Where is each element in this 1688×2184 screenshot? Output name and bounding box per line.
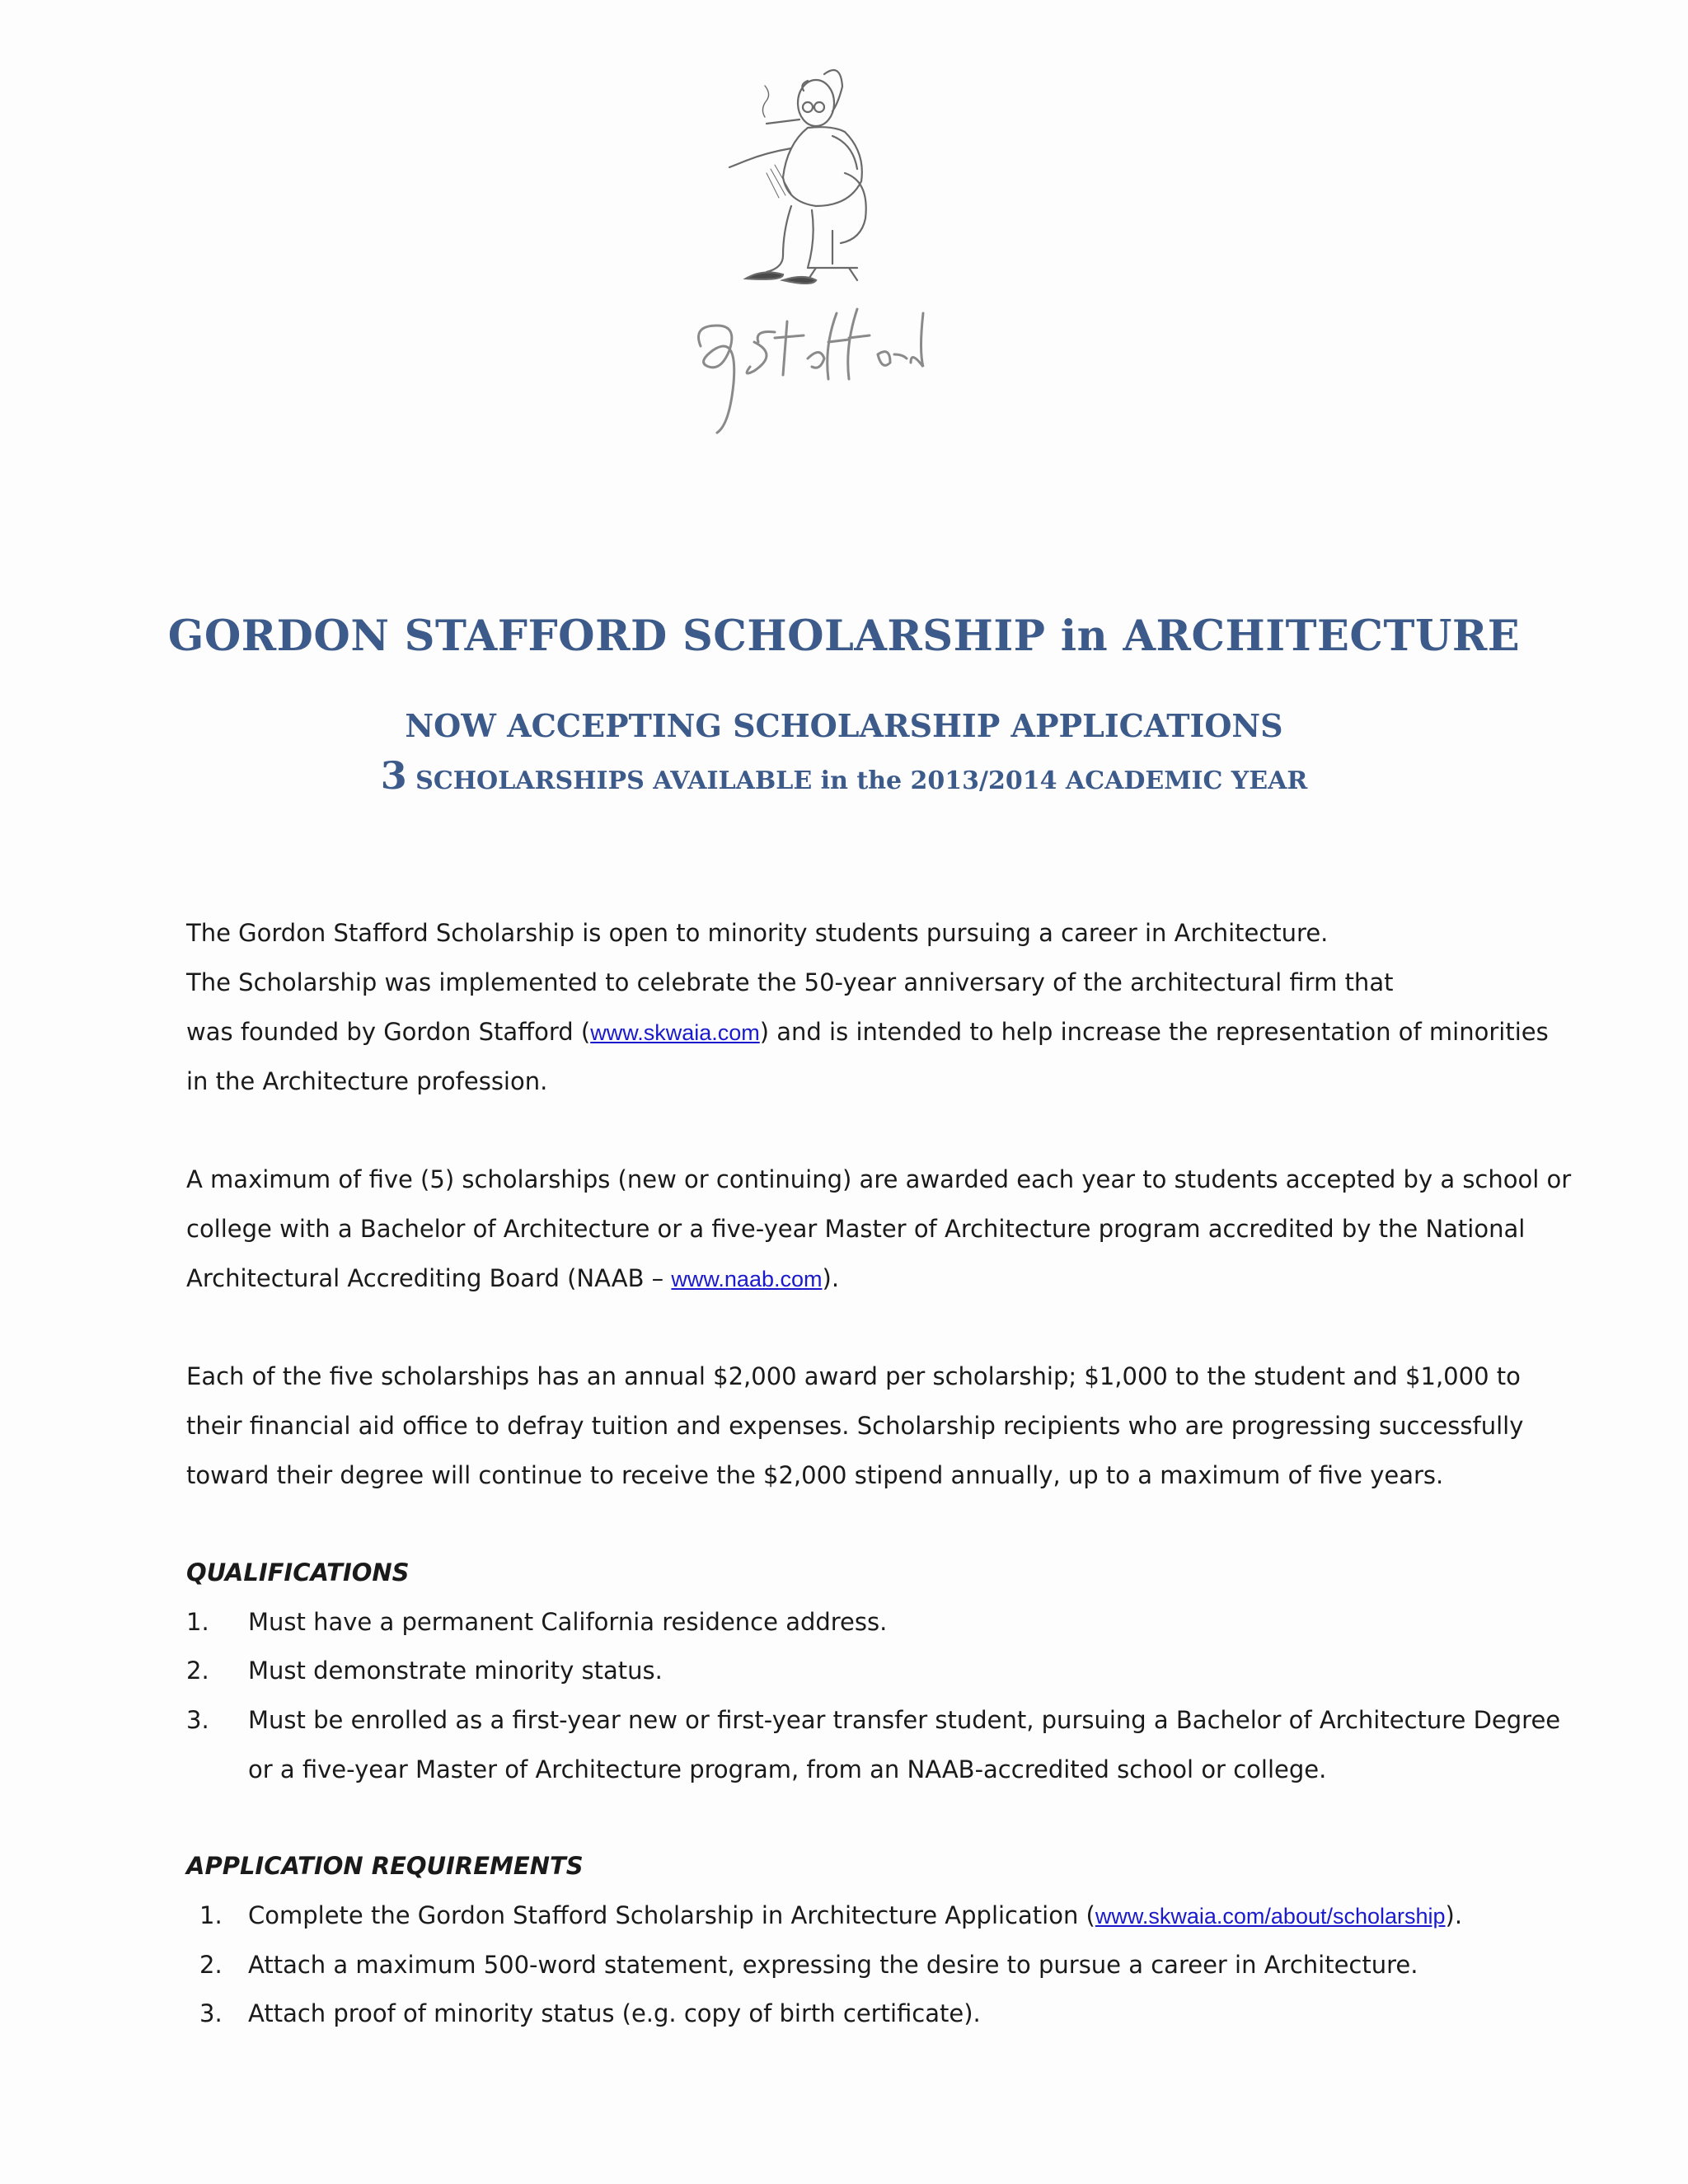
qualification-item-3: Must be enrolled as a first-year new or first-year transfer student, pursuing a Bachelor of Architecture Degree <box>248 1706 1561 1734</box>
scholarship-application-link[interactable]: www.skwaia.com/about/scholarship <box>1095 1904 1446 1929</box>
requirement-item-3: Attach proof of minority status (e.g. copy of birth certificate). <box>248 1999 981 2027</box>
awards-line-2: college with a Bachelor of Architecture or a five-year Master of Architecture program accredited by the National <box>186 1215 1526 1243</box>
page-subtitle: NOW ACCEPTING SCHOLARSHIP APPLICATIONS <box>405 707 1283 744</box>
qualification-number: 1. <box>186 1608 209 1636</box>
intro-line-2: The Scholarship was implemented to celebrate the 50-year anniversary of the architectural firm that <box>186 968 1394 996</box>
stipend-line-2: their financial aid office to defray tuition and expenses. Scholarship recipients who are progressing successfully <box>186 1412 1524 1440</box>
availability-number: 3 <box>380 753 407 798</box>
qualification-item-3-cont: or a five-year Master of Architecture program, from an NAAB-accredited school or college. <box>248 1755 1327 1783</box>
naab-link[interactable]: www.naab.com <box>671 1267 823 1291</box>
intro-line-3: was founded by Gordon Stafford (www.skwaia.com) and is intended to help increase the representation of minorities <box>186 1018 1549 1046</box>
page-title: GORDON STAFFORD SCHOLARSHIP in ARCHITECTURE <box>167 612 1521 661</box>
qualifications-heading: QUALIFICATIONS <box>186 1558 410 1586</box>
requirement-number: 2. <box>199 1951 223 1979</box>
stipend-line-3: toward their degree will continue to receive the $2,000 stipend annually, up to a maximum of five years. <box>186 1461 1444 1489</box>
stipend-line-1: Each of the five scholarships has an annual $2,000 award per scholarship; $1,000 to the student and $1,000 to <box>186 1362 1521 1390</box>
availability-line <box>0 753 1688 798</box>
qualification-item-2: Must demonstrate minority status. <box>248 1657 663 1685</box>
qualification-number: 3. <box>186 1706 209 1734</box>
requirement-item-1: Complete the Gordon Stafford Scholarship in Architecture Application (www.skwaia.com/about/scholarship). <box>248 1901 1463 1929</box>
requirement-number: 3. <box>199 1999 223 2027</box>
requirement-item-2: Attach a maximum 500-word statement, expressing the desire to pursue a career in Architecture. <box>248 1951 1418 1979</box>
awards-line-1: A maximum of five (5) scholarships (new or continuing) are awarded each year to students accepted by a school or <box>186 1165 1572 1193</box>
qualification-item-1: Must have a permanent California residence address. <box>248 1608 888 1636</box>
intro-line-4: in the Architecture profession. <box>186 1067 548 1095</box>
skwaia-link[interactable]: www.skwaia.com <box>590 1020 760 1045</box>
requirements-heading: APPLICATION REQUIREMENTS <box>186 1852 584 1880</box>
qualification-number: 2. <box>186 1657 209 1685</box>
intro-line-1: The Gordon Stafford Scholarship is open to minority students pursuing a career in Architecture. <box>186 919 1329 947</box>
awards-line-3: Architectural Accrediting Board (NAAB – www.naab.com). <box>186 1264 840 1292</box>
gordon-stafford-sketch-logo <box>668 58 948 445</box>
requirement-number: 1. <box>199 1901 223 1929</box>
availability-text: SCHOLARSHIPS AVAILABLE in the 2013/2014 ACADEMIC YEAR <box>415 766 1308 795</box>
